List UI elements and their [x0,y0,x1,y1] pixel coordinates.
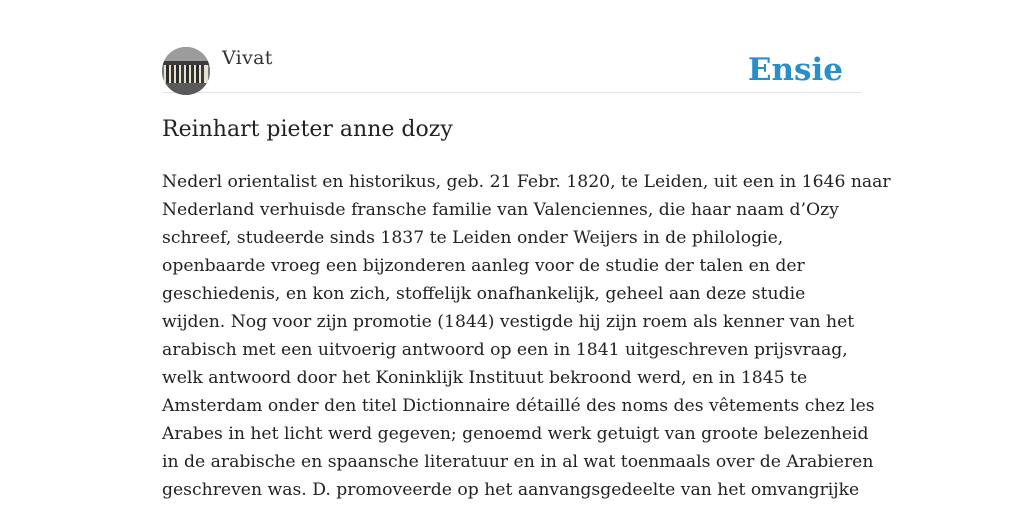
article-body [162,168,891,504]
article-line: geschiedenis, en kon zich, stoffelijk onafhankelijk, geheel aan deze studie [162,284,806,304]
article-line: in de arabische en spaansche literatuur en in al wat toenmaals over de Arabieren [162,452,874,472]
article-line: Amsterdam onder den titel Dictionnaire détaillé des noms des vêtements chez les [162,396,875,416]
source-name[interactable]: Vivat [222,47,273,69]
article-line: welk antwoord door het Koninklijk Instituut bekroond werd, en in 1845 te [162,368,808,388]
book-spines-icon [162,47,210,95]
article-line: geschreven was. D. promoveerde op het aanvangsgedeelte van het omvangrijke [162,480,860,500]
article-line: Nederland verhuisde fransche familie van Valenciennes, die haar naam d’Ozy [162,200,839,220]
article-line: Arabes in het licht werd gegeven; genoemd werk getuigt van groote belezenheid [162,424,869,444]
article-line: Nederl orientalist en historikus, geb. 21 Febr. 1820, te Leiden, uit een in 1646 naar [162,172,891,192]
article-line: wijden. Nog voor zijn promotie (1844) vestigde hij zijn roem als kenner van het [162,312,855,332]
article-line: arabisch met een uitvoerig antwoord op een in 1841 uitgeschreven prijsvraag, [162,340,848,360]
article-line: schreef, studeerde sinds 1837 te Leiden onder Weijers in de philologie, [162,228,784,248]
article-title: Reinhart pieter anne dozy [162,117,453,142]
article-line: openbaarde vroeg een bijzonderen aanleg voor de studie der talen en der [162,256,805,276]
avatar[interactable] [162,47,210,95]
ensie-logo[interactable]: Ensie [747,52,843,88]
header [162,46,862,93]
